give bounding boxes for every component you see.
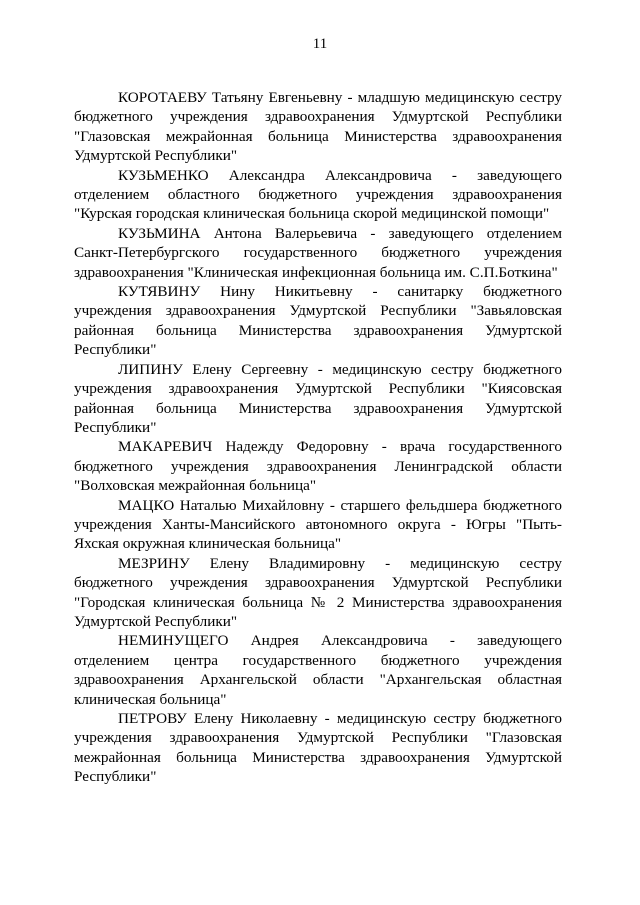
list-item: МЕЗРИНУ Елену Владимировну - медицинскую сестру бюджетного учреждения здравоохранения Удмуртской Республики "Городская клиническая больница № 2 Министерства здравоохранения Удмуртской Республики" bbox=[74, 554, 562, 630]
list-item: КУЗЬМЕНКО Александра Александровича - заведующего отделением областного бюджетного учреждения здравоохранения "Курская городская клиническая больница скорой медицинской помощи" bbox=[74, 166, 562, 223]
list-item: НЕМИНУЩЕГО Андрея Александровича - заведующего отделением центра государственного бюджетного учреждения здравоохранения Архангельской области "Архангельская областная клиническая больница" bbox=[74, 632, 562, 708]
list-item: ПЕТРОВУ Елену Николаевну - медицинскую сестру бюджетного учреждения здравоохранения Удмуртской Республики "Глазовская межрайонная больница Министерства здравоохранения Удмуртской Республики" bbox=[74, 710, 562, 786]
list-item: КОРОТАЕВУ Татьяну Евгеньевну - младшую медицинскую сестру бюджетного учреждения здравоохранения Удмуртской Республики "Глазовская межрайонная больница Министерства здравоохранения Удмуртской Республики" bbox=[74, 89, 562, 165]
list-item: МАЦКО Наталью Михайловну - старшего фельдшера бюджетного учреждения Ханты-Мансийского автономного округа - Югры "Пыть-Яхская окружная клиническая больница" bbox=[74, 496, 562, 553]
page-number: 11 bbox=[312, 36, 328, 52]
list-item: КУТЯВИНУ Нину Никитьевну - санитарку бюджетного учреждения здравоохранения Удмуртской Республики "Завьяловская районная больница Министерства здравоохранения Удмуртской Республики" bbox=[74, 283, 562, 359]
list-item: ЛИПИНУ Елену Сергеевну - медицинскую сестру бюджетного учреждения здравоохранения Удмуртской Республики "Киясовская районная больница Министерства здравоохранения Удмуртской Республики" bbox=[74, 360, 562, 436]
list-item: МАКАРЕВИЧ Надежду Федоровну - врача государственного бюджетного учреждения здравоохранения Ленинградской области "Волховская межрайонная больница" bbox=[74, 438, 562, 495]
list-item: КУЗЬМИНА Антона Валерьевича - заведующего отделением Санкт-Петербургского государственного бюджетного учреждения здравоохранения "Клиническая инфекционная больница им. С.П.Боткина" bbox=[74, 224, 562, 281]
award-list bbox=[74, 88, 562, 787]
